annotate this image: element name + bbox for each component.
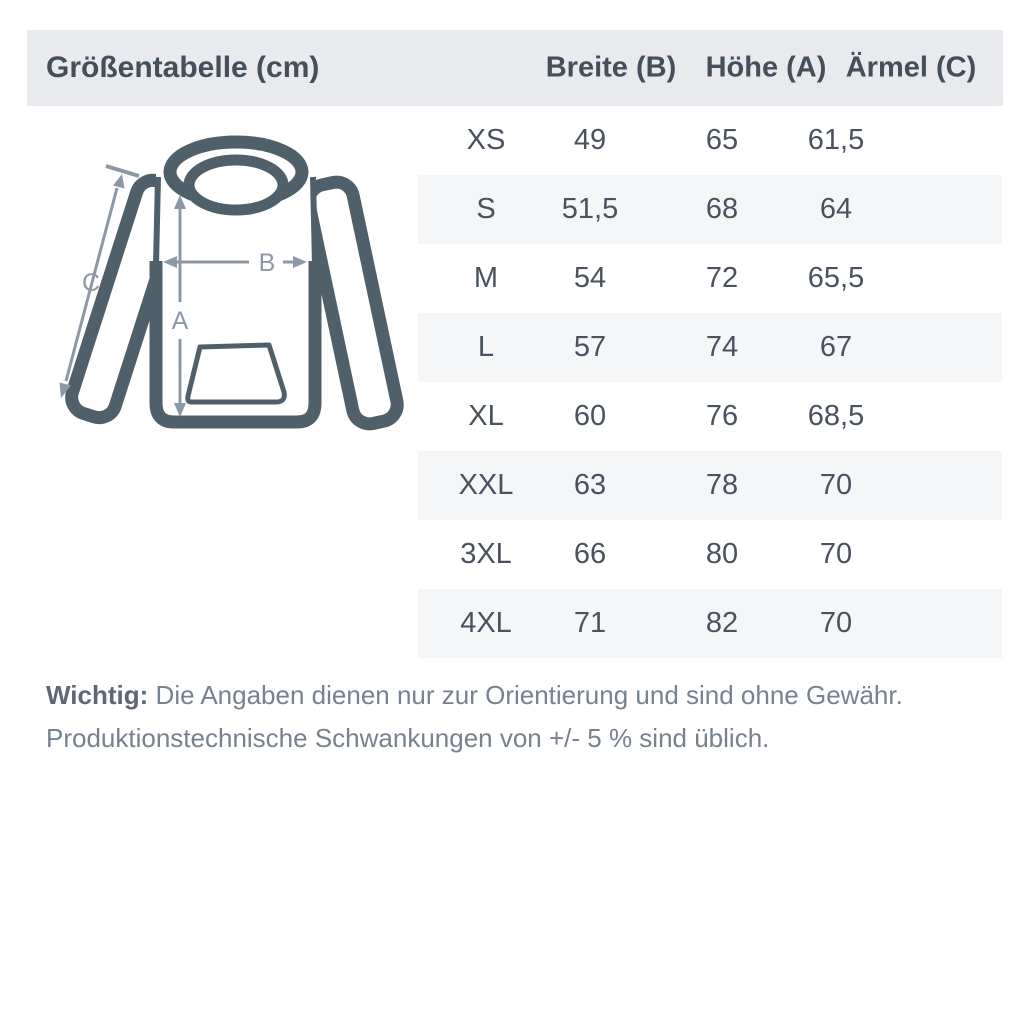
aermel-value: 65,5 — [807, 262, 865, 294]
aermel-value: 70 — [819, 607, 853, 639]
aermel-value: 70 — [819, 469, 853, 501]
table-row-xs — [418, 106, 1002, 175]
breite-value: 57 — [573, 331, 607, 363]
disclaimer-note — [46, 674, 976, 760]
breite-value: 51,5 — [561, 193, 619, 225]
breite-value: 71 — [573, 607, 607, 639]
breite-value: 66 — [573, 538, 607, 570]
size-label: XL — [468, 400, 504, 432]
dim-label-b: B — [258, 249, 276, 277]
hoehe-value: 68 — [705, 193, 739, 225]
hoehe-value: 72 — [705, 262, 739, 294]
aermel-value: 67 — [819, 331, 853, 363]
dim-label-a: A — [171, 307, 189, 335]
dim-label-c: C — [81, 269, 101, 297]
note-important-label: Wichtig: — [46, 680, 149, 710]
size-label: XXL — [458, 469, 514, 501]
left-shoulder-seam — [156, 177, 158, 265]
table-row-m — [418, 244, 1002, 313]
breite-value: 60 — [573, 400, 607, 432]
column-header-aermel: Ärmel (C) — [845, 51, 977, 84]
size-label: L — [477, 331, 495, 363]
hoehe-value: 74 — [705, 331, 739, 363]
table-row-xxl — [418, 451, 1002, 520]
aermel-value: 61,5 — [807, 124, 865, 156]
hood-inner-ring — [189, 160, 283, 210]
kangaroo-pocket — [188, 345, 285, 402]
hoehe-value: 65 — [705, 124, 739, 156]
table-row-s — [418, 175, 1002, 244]
page-title: Größentabelle (cm) — [46, 51, 320, 84]
size-table-body — [418, 106, 1002, 658]
aermel-value: 68,5 — [807, 400, 865, 432]
hoodie-measurement-diagram — [30, 115, 420, 465]
table-row-l — [418, 313, 1002, 382]
hoehe-value: 80 — [705, 538, 739, 570]
size-label: 3XL — [460, 538, 512, 570]
table-header — [27, 30, 1003, 106]
size-label: M — [473, 262, 499, 294]
aermel-value: 64 — [819, 193, 853, 225]
hoehe-value: 82 — [705, 607, 739, 639]
note-line1: Die Angaben dienen nur zur Orientierung und sind ohne Gewähr. — [148, 680, 903, 710]
hoehe-value: 76 — [705, 400, 739, 432]
size-label: 4XL — [460, 607, 512, 639]
breite-value: 63 — [573, 469, 607, 501]
table-row-3xl — [418, 520, 1002, 589]
column-header-breite: Breite (B) — [545, 51, 677, 84]
right-shoulder-seam — [313, 177, 315, 265]
size-label: S — [476, 193, 496, 225]
arrowhead-c-top — [113, 174, 125, 189]
column-header-hoehe: Höhe (A) — [705, 51, 827, 84]
aermel-value: 70 — [819, 538, 853, 570]
table-row-4xl — [418, 589, 1002, 658]
breite-value: 54 — [573, 262, 607, 294]
size-label: XS — [466, 124, 506, 156]
breite-value: 49 — [573, 124, 607, 156]
note-line2: Produktionstechnische Schwankungen von +/- 5 % sind üblich. — [46, 723, 770, 753]
dim-tick-c — [106, 166, 139, 176]
hoehe-value: 78 — [705, 469, 739, 501]
table-row-xl — [418, 382, 1002, 451]
